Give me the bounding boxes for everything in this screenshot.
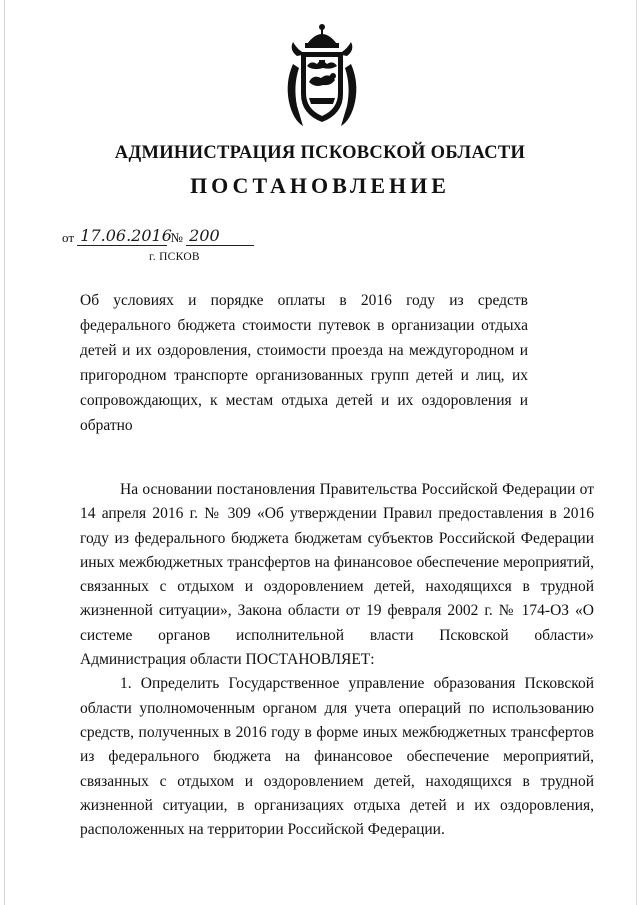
handwritten-number: 200 — [186, 227, 254, 246]
scan-edge-left — [4, 0, 5, 905]
preamble-paragraph: На основании постановления Правительства Российской Федерации от 14 апреля 2016 г. № 309 «Об утверждении Правил предоставления в 2016 году из федерального бюджета бюджетам субъектов Российской Федерации иных межбюджетных трансфертов на финансовое обеспечение мероприятий, связанных с отдыхом и оздоровлением детей, находящихся в трудной жизненной ситуации», Закона области от 19 февраля 2002 г. № 174-ОЗ «О системе органов исполнительной власти Псковской области» Администрация области ПОСТАНОВЛЯЕТ: — [80, 481, 594, 669]
document-type-title: ПОСТАНОВЛЕНИЕ — [190, 173, 450, 198]
registration-line — [62, 227, 254, 249]
item-1-paragraph: 1. Определить Государственное управление образования Псковской области уполномоченным органом для учета операций по использованию средств, полученных в 2016 году в форме иных межбюджетных трансфертов из федерального бюджета на финансовое обеспечение мероприятий, связанных с отдыхом и оздоровлением детей, находящихся в трудной жизненной ситуации, в организациях отдыха детей и их оздоровления, расположенных на территории Российской Федерации. — [80, 675, 594, 839]
document-body — [80, 478, 594, 842]
scan-edge-right — [636, 0, 637, 905]
document-subject: Об условиях и порядке оплаты в 2016 году из средств федерального бюджета стоимости путевок в организации отдыха детей и их оздоровления, стоимости проезда на междугородном и пригородном транспорте организованных групп детей и лиц, их сопровождающих, к местам отдыха детей и их оздоровления и обратно — [80, 292, 528, 434]
city-label: г. ПСКОВ — [149, 251, 200, 263]
pskov-coat-of-arms-icon — [283, 22, 361, 130]
handwritten-date: 17.06.2016 — [77, 227, 167, 246]
date-prefix: от — [62, 230, 75, 245]
organization-title: АДМИНИСТРАЦИЯ ПСКОВСКОЙ ОБЛАСТИ — [114, 143, 526, 163]
number-prefix: № — [170, 230, 183, 245]
